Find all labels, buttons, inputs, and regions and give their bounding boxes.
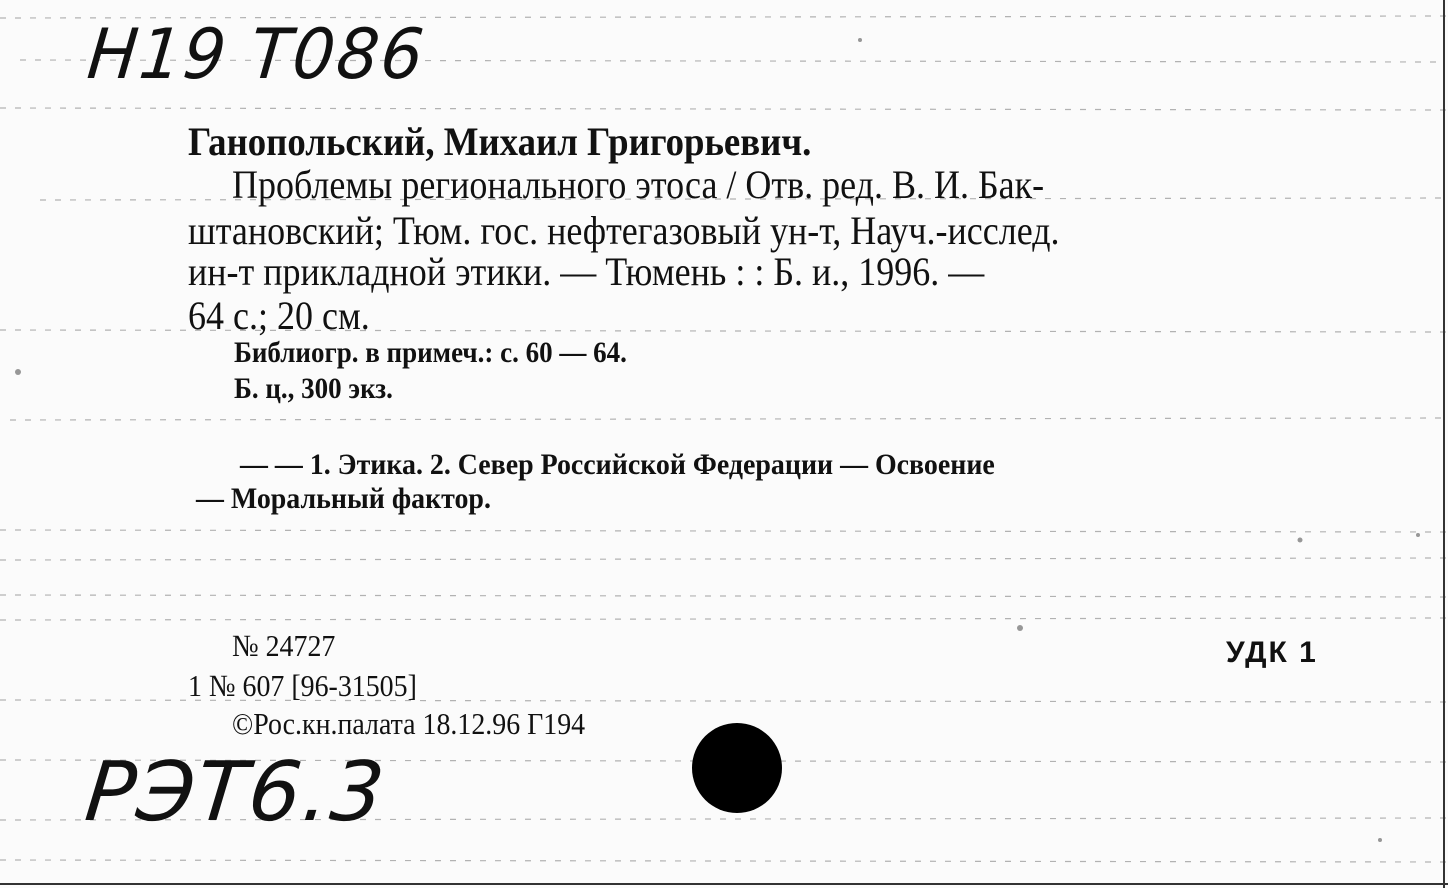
handwritten-call-number-bottom: РЭТ6.3	[81, 745, 391, 840]
description-line-3: ин-т прикладной этики. — Тюмень : : Б. и., 1996. —	[188, 249, 985, 294]
subjects-line-2: — Моральный фактор.	[196, 482, 491, 515]
description-line-4: 64 с.; 20 см.	[188, 293, 370, 338]
description-line-2: штановский; Тюм. гос. нефтегазовый ун-т, Науч.-исслед.	[188, 208, 1060, 253]
punch-hole	[692, 723, 782, 813]
udk-code: УДК 1	[1226, 636, 1318, 669]
description-line-1: Проблемы регионального этоса / Отв. ред. В. И. Бак-	[232, 162, 1045, 207]
card-number: № 24727	[232, 628, 336, 663]
record-number: 1 № 607 [96-31505]	[188, 668, 417, 703]
book-chamber-stamp: ©Рос.кн.палата 18.12.96 Г194	[232, 706, 586, 741]
subjects-line-1: — — 1. Этика. 2. Север Российской Федерации — Освоение	[240, 448, 995, 481]
note-price-copies: Б. ц., 300 экз.	[234, 372, 393, 405]
note-bibliography: Библиогр. в примеч.: с. 60 — 64.	[234, 336, 627, 369]
author-heading: Ганопольский, Михаил Григорьевич.	[188, 119, 812, 164]
handwritten-call-number-top: Н19 Т086	[84, 14, 429, 95]
